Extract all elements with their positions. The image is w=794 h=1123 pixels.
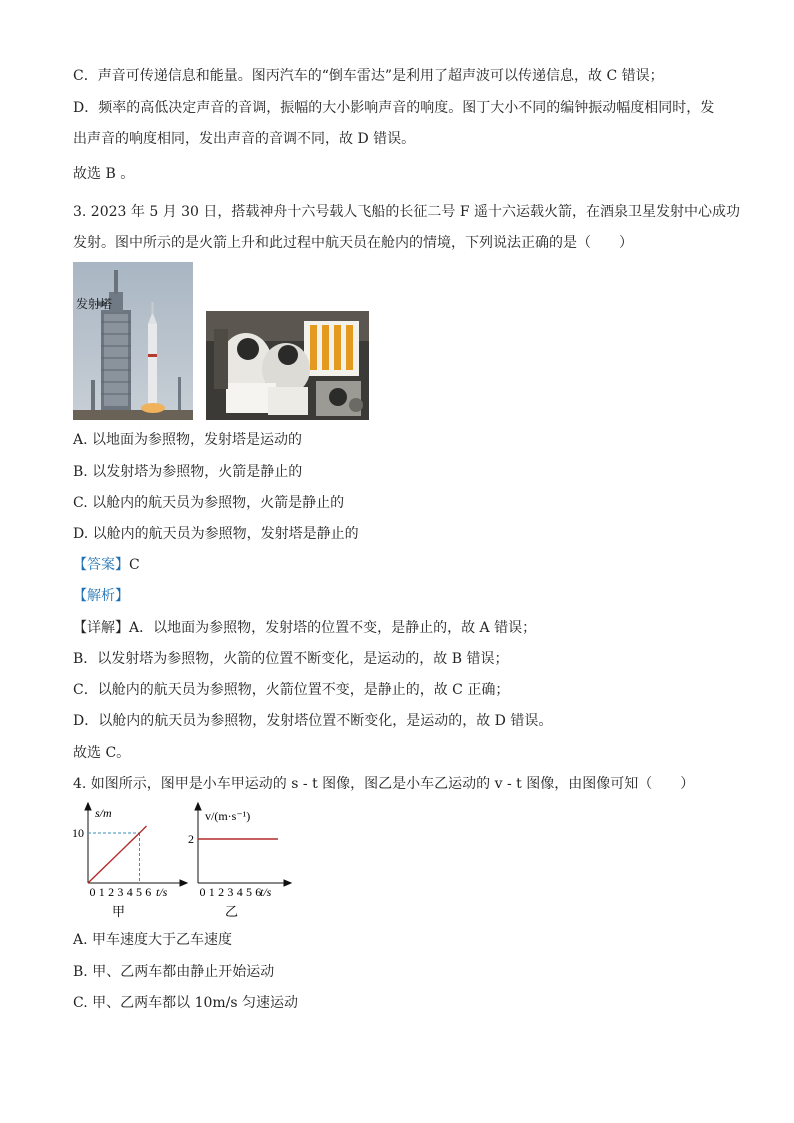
launch-tower-photo: [73, 262, 193, 420]
graph-yi-xlabel: t/s: [260, 885, 272, 899]
ga-xtick-1: 1: [98, 885, 105, 899]
question-4: 4. 如图所示，图甲是小车甲运动的 s - t 图像，图乙是小车乙运动的 v - t 图像，由图像可知（ ）: [73, 776, 695, 792]
detail-a-text: A．以地面为参照物，发射塔的位置不变，是静止的，故 A 错误；: [129, 620, 537, 636]
detail-choose-c: 故选 C。: [73, 745, 131, 761]
graph-jia-ylabel: s/m: [95, 806, 112, 820]
graph-jia-series-line: [88, 826, 147, 883]
text-line-choose-b: 故选 B 。: [73, 166, 135, 182]
text-line-d-cont: 出声音的响度相同，发出声音的音调不同，故 D 错误。: [73, 131, 416, 147]
ga-xtick-2: 2: [108, 885, 115, 899]
graph-yi-caption: 乙: [225, 904, 239, 919]
detail-line-a: [73, 618, 536, 638]
graph-jia-caption: 甲: [112, 904, 126, 919]
question-3-line2: 发射。图中所示的是火箭上升和此过程中航天员在舱内的情境，下列说法正确的是（ ）: [73, 235, 633, 251]
option-4a: A. 甲车速度大于乙车速度: [73, 932, 233, 948]
answer-tag: 【答案】: [73, 557, 129, 573]
analysis-tag: 【解析】: [73, 588, 129, 604]
analysis-line: [73, 586, 129, 606]
tower-label: 发射塔: [76, 297, 113, 311]
answer-value: C: [129, 557, 140, 573]
option-3c: C. 以舱内的航天员为参照物，火箭是静止的: [73, 495, 345, 511]
gb-xtick-0: 0: [199, 885, 206, 899]
detail-line-b: B．以发射塔为参照物，火箭的位置不断变化，是运动的，故 B 错误；: [73, 651, 509, 667]
gb-xtick-3: 3: [227, 885, 234, 899]
ga-xtick-4: 4: [126, 885, 133, 899]
ga-xtick-6: 6: [145, 885, 152, 899]
ga-xtick-5: 5: [136, 885, 142, 899]
gb-xtick-4: 4: [236, 885, 243, 899]
option-4b: B. 甲、乙两车都由静止开始运动: [73, 964, 275, 980]
graph-jia-xlabel: t/s: [156, 885, 168, 899]
gb-xtick-5: 5: [246, 885, 252, 899]
launch-tower-illustration: [73, 262, 193, 420]
answer-line: [73, 555, 140, 575]
gb-ytick-2: 2: [188, 832, 194, 846]
ga-ytick-10: 10: [72, 826, 84, 840]
question-3-line1: 3. 2023 年 5 月 30 日，搭载神舟十六号载人飞船的长征二号 F 遥十六运载火箭，在酒泉卫星发射中心成功: [73, 204, 741, 220]
gb-xtick-2: 2: [218, 885, 225, 899]
graph-yi-v-t: [178, 800, 298, 922]
option-4c: C. 甲、乙两车都以 10m/s 匀速运动: [73, 995, 299, 1011]
option-3b: B. 以发射塔为参照物，火箭是静止的: [73, 464, 303, 480]
graph-jia-s-t: [68, 800, 188, 922]
ga-xtick-3: 3: [117, 885, 124, 899]
detail-tag: 【详解】: [73, 620, 129, 636]
option-3d: D. 以舱内的航天员为参照物，发射塔是静止的: [73, 526, 359, 542]
astronauts-cabin-photo: [206, 311, 369, 420]
detail-line-c: C．以舱内的航天员为参照物，火箭位置不变，是静止的，故 C 正确；: [73, 682, 510, 698]
text-line-c: C．声音可传递信息和能量。图丙汽车的“倒车雷达”是利用了超声波可以传递信息，故 C 错误；: [73, 68, 664, 84]
detail-line-d: D．以舱内的航天员为参照物，发射塔位置不断变化，是运动的，故 D 错误。: [73, 713, 553, 729]
astronauts-illustration: [206, 311, 369, 420]
option-3a: A. 以地面为参照物，发射塔是运动的: [73, 432, 303, 448]
text-line-d: D．频率的高低决定声音的音调，振幅的大小影响声音的响度。图丁大小不同的编钟振动幅度相同时，发: [73, 100, 715, 116]
gb-xtick-1: 1: [208, 885, 215, 899]
ga-xtick-0: 0: [89, 885, 96, 899]
gb-xtick-6: 6: [255, 885, 262, 899]
graph-yi-ylabel: v/(m·s⁻¹): [205, 809, 251, 823]
